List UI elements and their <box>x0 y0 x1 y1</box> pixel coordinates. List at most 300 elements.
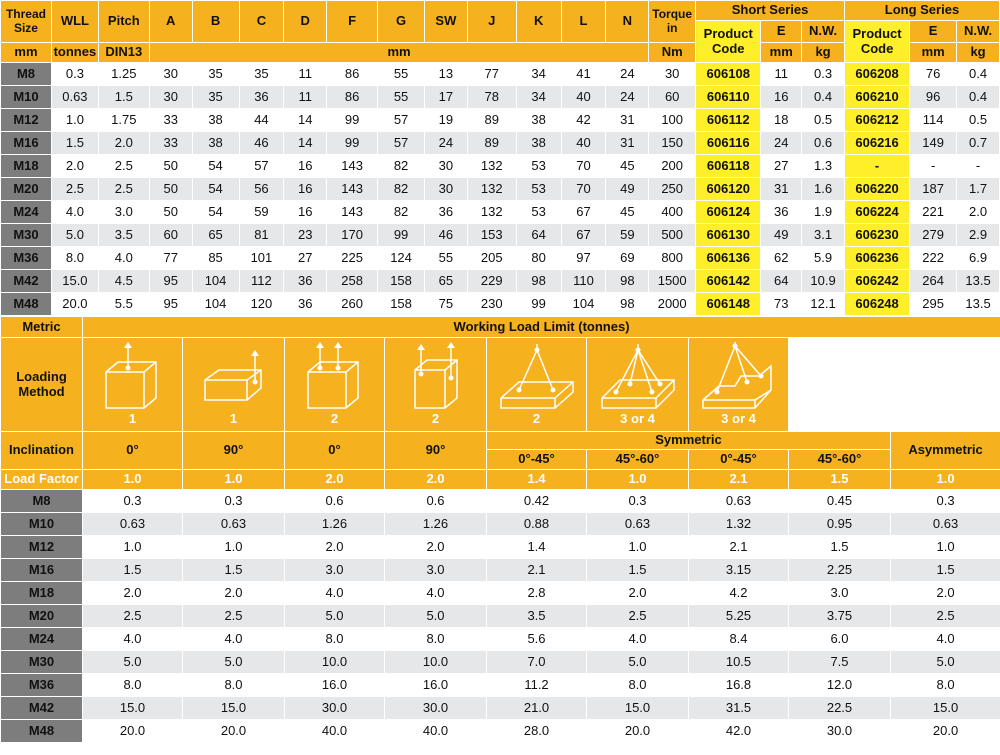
spec-value-cell: 5.5 <box>98 293 149 316</box>
spec-value-cell: 0.4 <box>957 86 1000 109</box>
product-code-cell: 606120 <box>696 178 761 201</box>
spec-value-cell: 27 <box>284 247 327 270</box>
wll-value-cell: 1.4 <box>487 536 587 559</box>
j-header: J <box>467 1 516 43</box>
long-series-header: Long Series <box>844 1 999 21</box>
wll-value-cell: 4.0 <box>83 628 183 651</box>
long-e-header: E <box>910 21 957 43</box>
wll-value-cell: 0.63 <box>891 513 1000 536</box>
spec-value-cell: 0.63 <box>51 86 98 109</box>
spec-row <box>1 201 1000 224</box>
product-code-cell: 606116 <box>696 132 761 155</box>
spec-value-cell: 64 <box>761 270 802 293</box>
spec-value-cell: 0.3 <box>802 63 845 86</box>
a-header: A <box>149 1 192 43</box>
wll-value-cell: 2.0 <box>83 582 183 605</box>
spec-value-cell: 89 <box>467 132 516 155</box>
wll-value-cell: 5.0 <box>83 651 183 674</box>
spec-value-cell: 800 <box>649 247 696 270</box>
spec-value-cell: 70 <box>561 155 606 178</box>
spec-value-cell: 120 <box>239 293 284 316</box>
thread-size-cell: M42 <box>1 270 52 293</box>
spec-value-cell: 95 <box>149 270 192 293</box>
method-cell-3 <box>285 338 385 432</box>
spec-value-cell: 104 <box>561 293 606 316</box>
spec-value-cell: 59 <box>606 224 649 247</box>
spec-value-cell: 35 <box>192 63 239 86</box>
wll-value-cell: 0.63 <box>587 513 689 536</box>
spec-value-cell: 36 <box>284 293 327 316</box>
method-cell-2 <box>183 338 285 432</box>
spec-value-cell: 57 <box>378 132 425 155</box>
spec-value-cell: 13.5 <box>957 270 1000 293</box>
torque-header: Torque in <box>649 1 696 43</box>
wll-value-cell: 2.0 <box>183 582 285 605</box>
metric-cell: M30 <box>1 651 83 674</box>
thread-size-cell: M18 <box>1 155 52 178</box>
spec-value-cell: 24 <box>606 63 649 86</box>
spec-value-cell: 11 <box>761 63 802 86</box>
product-code-cell: 606230 <box>844 224 909 247</box>
spec-value-cell: 258 <box>327 270 378 293</box>
wll-value-cell: 42.0 <box>689 720 789 743</box>
inclination-7: 0°-45° <box>689 450 789 470</box>
spec-value-cell: 124 <box>378 247 425 270</box>
spec-value-cell: 170 <box>327 224 378 247</box>
spec-value-cell: 153 <box>467 224 516 247</box>
spec-value-cell: 110 <box>561 270 606 293</box>
unit-long-nw: kg <box>957 43 1000 63</box>
spec-value-cell: 295 <box>910 293 957 316</box>
spec-value-cell: 30 <box>649 63 696 86</box>
spec-value-cell: 187 <box>910 178 957 201</box>
spec-value-cell: 0.5 <box>957 109 1000 132</box>
wll-value-cell: 21.0 <box>487 697 587 720</box>
spec-value-cell: 42 <box>561 109 606 132</box>
load-factor-row <box>1 470 1000 490</box>
spec-value-cell: 2.5 <box>98 178 149 201</box>
wll-value-cell: 7.0 <box>487 651 587 674</box>
wll-value-cell: 2.5 <box>83 605 183 628</box>
spec-value-cell: 15.0 <box>51 270 98 293</box>
wll-value-cell: 2.0 <box>587 582 689 605</box>
spec-value-cell: 1500 <box>649 270 696 293</box>
metric-cell: M24 <box>1 628 83 651</box>
spec-row <box>1 224 1000 247</box>
wll-value-cell: 8.0 <box>183 674 285 697</box>
product-code-cell: 606136 <box>696 247 761 270</box>
spec-value-cell: 400 <box>649 201 696 224</box>
spec-row <box>1 293 1000 316</box>
k-header: K <box>516 1 561 43</box>
product-code-cell: 606112 <box>696 109 761 132</box>
wll-value-cell: 4.0 <box>285 582 385 605</box>
spec-value-cell: 0.6 <box>802 132 845 155</box>
spec-value-cell: 81 <box>239 224 284 247</box>
spec-value-cell: 279 <box>910 224 957 247</box>
spec-value-cell: 76 <box>910 63 957 86</box>
spec-value-cell: 10.9 <box>802 270 845 293</box>
inclination-label: Inclination <box>1 432 83 470</box>
wll-value-cell: 1.0 <box>891 536 1000 559</box>
spec-value-cell: 35 <box>192 86 239 109</box>
wll-value-cell: 0.6 <box>385 490 487 513</box>
wll-row <box>1 605 1000 628</box>
wll-row <box>1 513 1000 536</box>
wll-value-cell: 1.0 <box>587 536 689 559</box>
wll-value-cell: 4.0 <box>385 582 487 605</box>
spec-value-cell: - <box>910 155 957 178</box>
spec-value-cell: 3.1 <box>802 224 845 247</box>
loading-method-label: Loading Method <box>1 338 83 432</box>
angled-double-lift-icon <box>401 342 471 412</box>
spec-value-cell: 2.5 <box>51 178 98 201</box>
spec-value-cell: 4.5 <box>98 270 149 293</box>
c-header: C <box>239 1 284 43</box>
product-code-cell: 606108 <box>696 63 761 86</box>
product-code-cell: 606208 <box>844 63 909 86</box>
wll-value-cell: 3.5 <box>487 605 587 628</box>
spec-value-cell: 30 <box>425 155 468 178</box>
unit-nm: Nm <box>649 43 696 63</box>
wll-value-cell: 1.5 <box>587 559 689 582</box>
wll-value-cell: 20.0 <box>587 720 689 743</box>
wll-value-cell: 15.0 <box>891 697 1000 720</box>
spec-value-cell: 99 <box>516 293 561 316</box>
wll-row <box>1 536 1000 559</box>
g-header: G <box>378 1 425 43</box>
two-leg-sling-icon <box>497 342 577 412</box>
product-code-cell: 606130 <box>696 224 761 247</box>
metric-cell: M20 <box>1 605 83 628</box>
spec-value-cell: 260 <box>327 293 378 316</box>
spec-value-cell: 264 <box>910 270 957 293</box>
wll-value-cell: 1.0 <box>83 536 183 559</box>
wll-value-cell: 20.0 <box>891 720 1000 743</box>
spec-value-cell: 18 <box>761 109 802 132</box>
n-header: N <box>606 1 649 43</box>
spec-value-cell: 34 <box>516 63 561 86</box>
wll-value-cell: 30.0 <box>789 720 891 743</box>
spec-value-cell: 38 <box>192 109 239 132</box>
wll-value-cell: 4.0 <box>587 628 689 651</box>
spec-value-cell: 86 <box>327 86 378 109</box>
wll-value-cell: 31.5 <box>689 697 789 720</box>
method-cell-7 <box>689 338 789 432</box>
metric-cell: M8 <box>1 490 83 513</box>
wll-value-cell: 4.2 <box>689 582 789 605</box>
spec-value-cell: 229 <box>467 270 516 293</box>
spec-value-cell: 80 <box>516 247 561 270</box>
spec-value-cell: 200 <box>649 155 696 178</box>
wll-value-cell: 5.0 <box>183 651 285 674</box>
inclination-1: 0° <box>83 432 183 470</box>
spec-value-cell: 82 <box>378 201 425 224</box>
method-count-7: 3 or 4 <box>721 411 756 427</box>
spec-value-cell: 221 <box>910 201 957 224</box>
method-cell-1 <box>83 338 183 432</box>
spec-value-cell: 46 <box>239 132 284 155</box>
method-count-3: 2 <box>330 411 339 427</box>
wll-value-cell: 4.0 <box>891 628 1000 651</box>
load-factor-4: 2.0 <box>385 470 487 490</box>
spec-value-cell: 45 <box>606 155 649 178</box>
spec-value-cell: 82 <box>378 155 425 178</box>
spec-table <box>0 0 1000 316</box>
wll-value-cell: 11.2 <box>487 674 587 697</box>
spec-value-cell: 16 <box>284 201 327 224</box>
spec-value-cell: 2000 <box>649 293 696 316</box>
unit-din13: DIN13 <box>98 43 149 63</box>
pitch-header: Pitch <box>98 1 149 43</box>
product-code-cell: 606236 <box>844 247 909 270</box>
unit-mm-span: mm <box>149 43 648 63</box>
wll-value-cell: 8.0 <box>83 674 183 697</box>
wll-value-cell: 2.5 <box>891 605 1000 628</box>
spec-value-cell: 82 <box>378 178 425 201</box>
asymmetric-header: Asymmetric <box>891 432 1000 470</box>
spec-table-body <box>1 63 1000 316</box>
wll-row <box>1 674 1000 697</box>
method-cell-5 <box>487 338 587 432</box>
wll-value-cell: 2.1 <box>487 559 587 582</box>
product-code-cell: 606118 <box>696 155 761 178</box>
spec-value-cell: 89 <box>467 109 516 132</box>
wll-value-cell: 7.5 <box>789 651 891 674</box>
spec-value-cell: 101 <box>239 247 284 270</box>
wll-value-cell: 6.0 <box>789 628 891 651</box>
inclination-3: 0° <box>285 432 385 470</box>
wll-value-cell: 5.6 <box>487 628 587 651</box>
wll-value-cell: 40.0 <box>285 720 385 743</box>
spec-value-cell: 54 <box>192 178 239 201</box>
spec-value-cell: 98 <box>516 270 561 293</box>
wll-value-cell: 8.4 <box>689 628 789 651</box>
product-code-cell: 606210 <box>844 86 909 109</box>
spec-value-cell: 149 <box>910 132 957 155</box>
wll-value-cell: 15.0 <box>83 697 183 720</box>
spec-value-cell: 55 <box>378 86 425 109</box>
spec-value-cell: 222 <box>910 247 957 270</box>
spec-value-cell: 132 <box>467 178 516 201</box>
spec-value-cell: 34 <box>516 86 561 109</box>
wll-value-cell: 22.5 <box>789 697 891 720</box>
spec-value-cell: 1.5 <box>51 132 98 155</box>
wll-value-cell: 0.6 <box>285 490 385 513</box>
spec-value-cell: 104 <box>192 270 239 293</box>
loading-method-row <box>1 338 1000 432</box>
wll-value-cell: 12.0 <box>789 674 891 697</box>
thread-size-cell: M36 <box>1 247 52 270</box>
spec-value-cell: 250 <box>649 178 696 201</box>
spec-value-cell: 112 <box>239 270 284 293</box>
spec-value-cell: 65 <box>425 270 468 293</box>
spec-value-cell: 49 <box>606 178 649 201</box>
spec-value-cell: 23 <box>284 224 327 247</box>
metric-cell: M18 <box>1 582 83 605</box>
spec-value-cell: 57 <box>239 155 284 178</box>
load-factor-1: 1.0 <box>83 470 183 490</box>
spec-value-cell: 5.9 <box>802 247 845 270</box>
spec-value-cell: 1.75 <box>98 109 149 132</box>
spec-value-cell: 16 <box>284 178 327 201</box>
wll-value-cell: 5.0 <box>587 651 689 674</box>
spec-value-cell: 19 <box>425 109 468 132</box>
spec-value-cell: 158 <box>378 270 425 293</box>
wll-value-cell: 2.1 <box>689 536 789 559</box>
short-series-header: Short Series <box>696 1 845 21</box>
wll-value-cell: 10.5 <box>689 651 789 674</box>
multi-leg-sling-icon <box>598 342 678 412</box>
product-code-cell: 606248 <box>844 293 909 316</box>
spec-value-cell: 97 <box>561 247 606 270</box>
spec-value-cell: 24 <box>606 86 649 109</box>
spec-value-cell: 17 <box>425 86 468 109</box>
wll-value-cell: 0.63 <box>83 513 183 536</box>
wll-value-cell: 5.0 <box>385 605 487 628</box>
spec-value-cell: 100 <box>649 109 696 132</box>
spec-value-cell: 1.7 <box>957 178 1000 201</box>
spec-row <box>1 132 1000 155</box>
spec-value-cell: 50 <box>149 178 192 201</box>
unit-mm: mm <box>1 43 52 63</box>
wll-value-cell: 2.8 <box>487 582 587 605</box>
wll-value-cell: 1.5 <box>183 559 285 582</box>
spec-value-cell: 60 <box>149 224 192 247</box>
product-code-cell: 606220 <box>844 178 909 201</box>
spec-value-cell: 99 <box>378 224 425 247</box>
inclination-4: 90° <box>385 432 487 470</box>
spec-value-cell: 56 <box>239 178 284 201</box>
inclination-5: 0°-45° <box>487 450 587 470</box>
spec-value-cell: 45 <box>606 201 649 224</box>
wll-title-row <box>1 317 1000 338</box>
wll-value-cell: 1.26 <box>385 513 487 536</box>
product-code-cell: 606124 <box>696 201 761 224</box>
load-factor-9: 1.0 <box>891 470 1000 490</box>
wll-value-cell: 8.0 <box>587 674 689 697</box>
wll-value-cell: 0.45 <box>789 490 891 513</box>
spec-value-cell: 98 <box>606 293 649 316</box>
wll-value-cell: 0.42 <box>487 490 587 513</box>
wll-value-cell: 16.0 <box>285 674 385 697</box>
spec-value-cell: 132 <box>467 201 516 224</box>
spec-header-row-1 <box>1 1 1000 21</box>
spec-value-cell: 132 <box>467 155 516 178</box>
product-code-cell: 606216 <box>844 132 909 155</box>
spec-value-cell: 8.0 <box>51 247 98 270</box>
spec-value-cell: 24 <box>761 132 802 155</box>
wll-value-cell: 2.5 <box>183 605 285 628</box>
wll-header: WLL <box>51 1 98 43</box>
spec-value-cell: 24 <box>425 132 468 155</box>
spec-row <box>1 155 1000 178</box>
load-factor-2: 1.0 <box>183 470 285 490</box>
thread-size-cell: M12 <box>1 109 52 132</box>
spec-value-cell: 50 <box>149 201 192 224</box>
metric-cell: M48 <box>1 720 83 743</box>
spec-value-cell: 86 <box>327 63 378 86</box>
inclination-row-1 <box>1 432 1000 450</box>
spec-value-cell: 96 <box>910 86 957 109</box>
unit-tonnes: tonnes <box>51 43 98 63</box>
spec-value-cell: 59 <box>239 201 284 224</box>
spec-value-cell: 33 <box>149 109 192 132</box>
load-factor-8: 1.5 <box>789 470 891 490</box>
spec-value-cell: 1.25 <box>98 63 149 86</box>
spec-value-cell: 49 <box>761 224 802 247</box>
spec-value-cell: 78 <box>467 86 516 109</box>
unit-long-e: mm <box>910 43 957 63</box>
wll-value-cell: 0.3 <box>83 490 183 513</box>
spec-value-cell: 3.5 <box>98 224 149 247</box>
load-factor-7: 2.1 <box>689 470 789 490</box>
spec-value-cell: 38 <box>516 132 561 155</box>
spec-value-cell: 36 <box>239 86 284 109</box>
thread-size-header: Thread Size <box>1 1 52 43</box>
thread-size-cell: M16 <box>1 132 52 155</box>
wll-row <box>1 651 1000 674</box>
spec-value-cell: 31 <box>761 178 802 201</box>
wll-value-cell: 1.5 <box>789 536 891 559</box>
spec-value-cell: 35 <box>239 63 284 86</box>
inclination-6: 45°-60° <box>587 450 689 470</box>
wll-value-cell: 2.5 <box>587 605 689 628</box>
long-product-code-header: Product Code <box>844 21 909 63</box>
spec-value-cell: 44 <box>239 109 284 132</box>
spec-value-cell: 67 <box>561 201 606 224</box>
wll-value-cell: 20.0 <box>183 720 285 743</box>
spec-value-cell: 36 <box>761 201 802 224</box>
wll-table <box>0 316 1000 743</box>
spec-value-cell: 69 <box>606 247 649 270</box>
spec-value-cell: 143 <box>327 155 378 178</box>
spec-value-cell: 13 <box>425 63 468 86</box>
spec-value-cell: 0.3 <box>51 63 98 86</box>
spec-row <box>1 247 1000 270</box>
spec-value-cell: 30 <box>149 63 192 86</box>
spec-value-cell: 54 <box>192 155 239 178</box>
spec-value-cell: 31 <box>606 132 649 155</box>
spec-value-cell: 38 <box>516 109 561 132</box>
spec-value-cell: 75 <box>425 293 468 316</box>
spec-value-cell: 13.5 <box>957 293 1000 316</box>
wll-value-cell: 1.5 <box>83 559 183 582</box>
spec-value-cell: 31 <box>606 109 649 132</box>
spec-value-cell: 36 <box>425 201 468 224</box>
spec-value-cell: 85 <box>192 247 239 270</box>
spec-value-cell: 53 <box>516 201 561 224</box>
symmetric-header: Symmetric <box>487 432 891 450</box>
wll-value-cell: 5.25 <box>689 605 789 628</box>
spec-value-cell: 55 <box>425 247 468 270</box>
spec-value-cell: 11 <box>284 63 327 86</box>
product-code-cell: - <box>844 155 909 178</box>
wll-row <box>1 697 1000 720</box>
wll-value-cell: 0.3 <box>891 490 1000 513</box>
spec-value-cell: 27 <box>761 155 802 178</box>
spec-value-cell: 143 <box>327 178 378 201</box>
spec-value-cell: 2.0 <box>957 201 1000 224</box>
wll-value-cell: 10.0 <box>285 651 385 674</box>
spec-value-cell: 62 <box>761 247 802 270</box>
wll-value-cell: 0.63 <box>183 513 285 536</box>
d-header: D <box>284 1 327 43</box>
thread-size-cell: M48 <box>1 293 52 316</box>
spec-value-cell: 38 <box>192 132 239 155</box>
spec-value-cell: 2.5 <box>98 155 149 178</box>
spec-value-cell: 53 <box>516 155 561 178</box>
